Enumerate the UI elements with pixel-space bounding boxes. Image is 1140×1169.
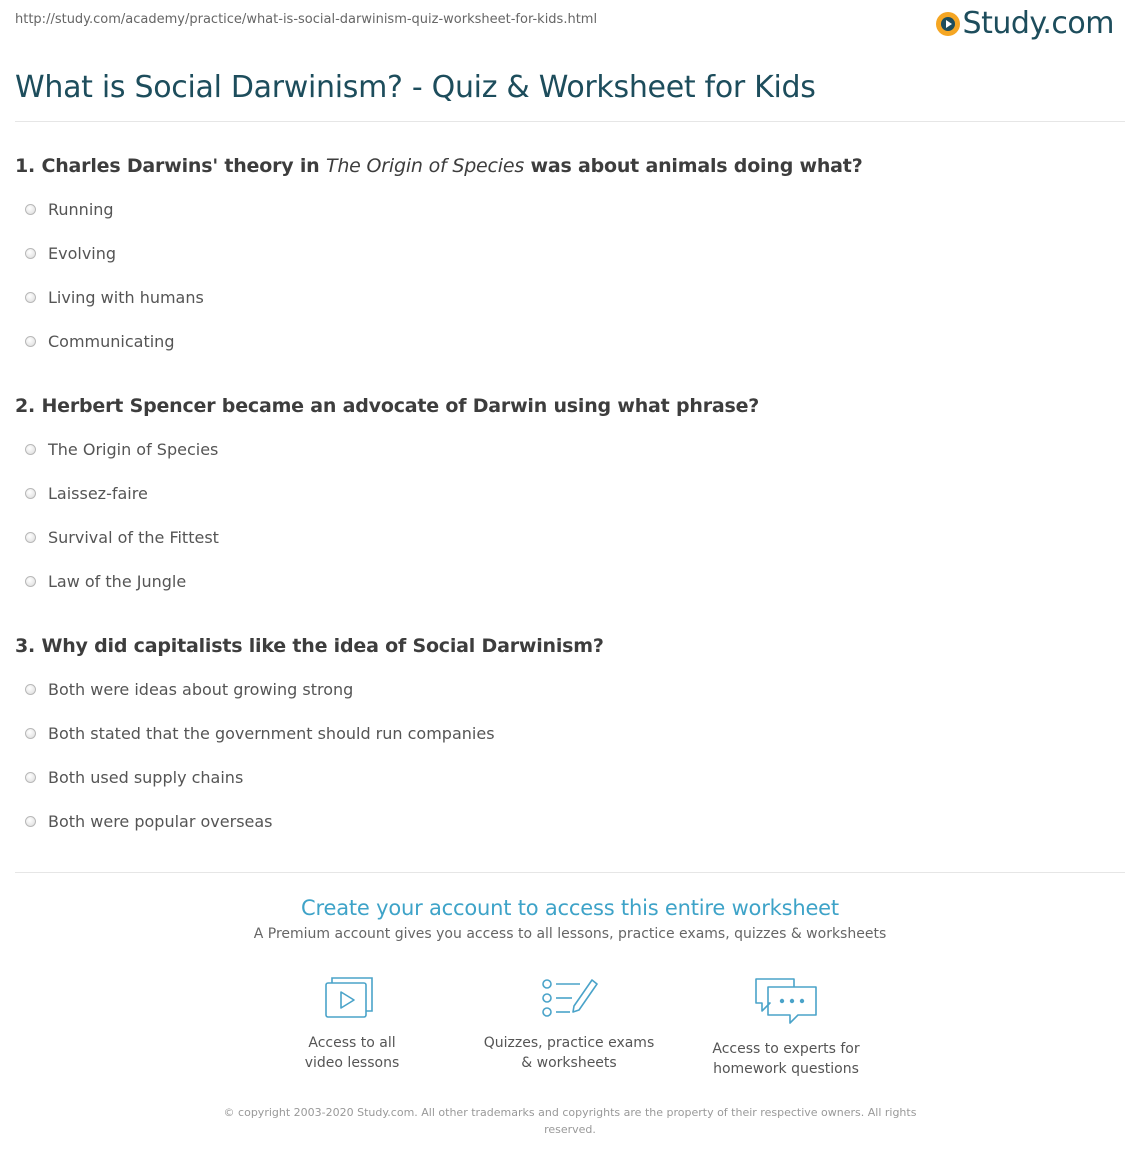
- answer-label: Law of the Jungle: [48, 572, 187, 591]
- create-account-link[interactable]: Create your account to access this entire worksheet: [301, 896, 839, 920]
- feature-label-line1: Quizzes, practice exams: [483, 1035, 655, 1051]
- radio-button[interactable]: [25, 444, 36, 455]
- radio-button[interactable]: [25, 248, 36, 259]
- answer-label: Both stated that the government should run companies: [48, 724, 495, 743]
- radio-button[interactable]: [25, 204, 36, 215]
- page-title: What is Social Darwinism? - Quiz & Worksheet for Kids: [15, 70, 816, 105]
- radio-button[interactable]: [25, 336, 36, 347]
- question-text: Herbert Spencer became an advocate of Darwin using what phrase?: [41, 395, 760, 417]
- radio-button[interactable]: [25, 532, 36, 543]
- study-com-logo[interactable]: [936, 6, 1114, 41]
- page-url: http://study.com/academy/practice/what-is-social-darwinism-quiz-worksheet-for-kids.html: [15, 12, 598, 27]
- question-number: 1.: [15, 155, 36, 177]
- answer-option[interactable]: [25, 244, 116, 263]
- question-2: [15, 395, 759, 417]
- quiz-checklist-icon: [540, 975, 598, 1021]
- answer-label: Laissez-faire: [48, 484, 148, 503]
- copyright-line1: © copyright 2003-2020 Study.com. All other trademarks and copyrights are the property of their respective owners. All rights: [223, 1106, 917, 1119]
- divider: [15, 121, 1125, 122]
- answer-label: Evolving: [48, 244, 117, 263]
- answer-label: Both were popular overseas: [48, 812, 273, 831]
- question-text: Charles Darwins' theory in: [41, 155, 320, 177]
- radio-button[interactable]: [25, 684, 36, 695]
- answer-label: Both were ideas about growing strong: [48, 680, 354, 699]
- answer-option[interactable]: [25, 528, 219, 547]
- question-3: [15, 635, 604, 657]
- feature-label-line2: video lessons: [304, 1055, 400, 1071]
- logo-text: Study.com: [962, 6, 1114, 41]
- answer-option[interactable]: [25, 288, 204, 307]
- answer-label: Running: [48, 200, 114, 219]
- answer-option[interactable]: [25, 332, 174, 351]
- copyright-notice: [210, 1104, 930, 1138]
- feature-quizzes: [469, 975, 669, 1073]
- feature-experts: [686, 975, 886, 1079]
- feature-video-lessons: [252, 975, 452, 1073]
- copyright-line2: reserved.: [544, 1123, 596, 1136]
- radio-button[interactable]: [25, 576, 36, 587]
- radio-button[interactable]: [25, 292, 36, 303]
- answer-option[interactable]: [25, 572, 186, 591]
- radio-button[interactable]: [25, 772, 36, 783]
- question-text-end: was about animals doing what?: [530, 155, 863, 177]
- feature-label-line1: Access to experts for: [712, 1041, 860, 1057]
- video-lessons-icon: [324, 975, 380, 1021]
- feature-label-line1: Access to all: [308, 1035, 396, 1051]
- chat-bubbles-icon: [754, 975, 818, 1027]
- cta-subtitle: A Premium account gives you access to all lessons, practice exams, quizzes & worksheets: [253, 926, 887, 942]
- answer-option[interactable]: [25, 440, 218, 459]
- question-number: 3.: [15, 635, 36, 657]
- answer-label: Communicating: [48, 332, 175, 351]
- radio-button[interactable]: [25, 728, 36, 739]
- answer-option[interactable]: [25, 768, 243, 787]
- answer-option[interactable]: [25, 484, 148, 503]
- divider: [15, 872, 1125, 873]
- feature-label-line2: homework questions: [713, 1061, 859, 1077]
- feature-label-line2: & worksheets: [521, 1055, 617, 1071]
- answer-label: Living with humans: [48, 288, 204, 307]
- play-icon: [936, 12, 960, 36]
- question-1: [15, 155, 863, 177]
- answer-option[interactable]: [25, 724, 495, 743]
- answer-option[interactable]: [25, 200, 114, 219]
- answer-option[interactable]: [25, 812, 273, 831]
- question-text: Why did capitalists like the idea of Social Darwinism?: [41, 635, 604, 657]
- answer-label: Survival of the Fittest: [48, 528, 219, 547]
- answer-option[interactable]: [25, 680, 353, 699]
- book-title: The Origin of Species: [325, 155, 525, 177]
- answer-label: The Origin of Species: [48, 440, 219, 459]
- radio-button[interactable]: [25, 816, 36, 827]
- answer-label: Both used supply chains: [48, 768, 244, 787]
- question-number: 2.: [15, 395, 36, 417]
- radio-button[interactable]: [25, 488, 36, 499]
